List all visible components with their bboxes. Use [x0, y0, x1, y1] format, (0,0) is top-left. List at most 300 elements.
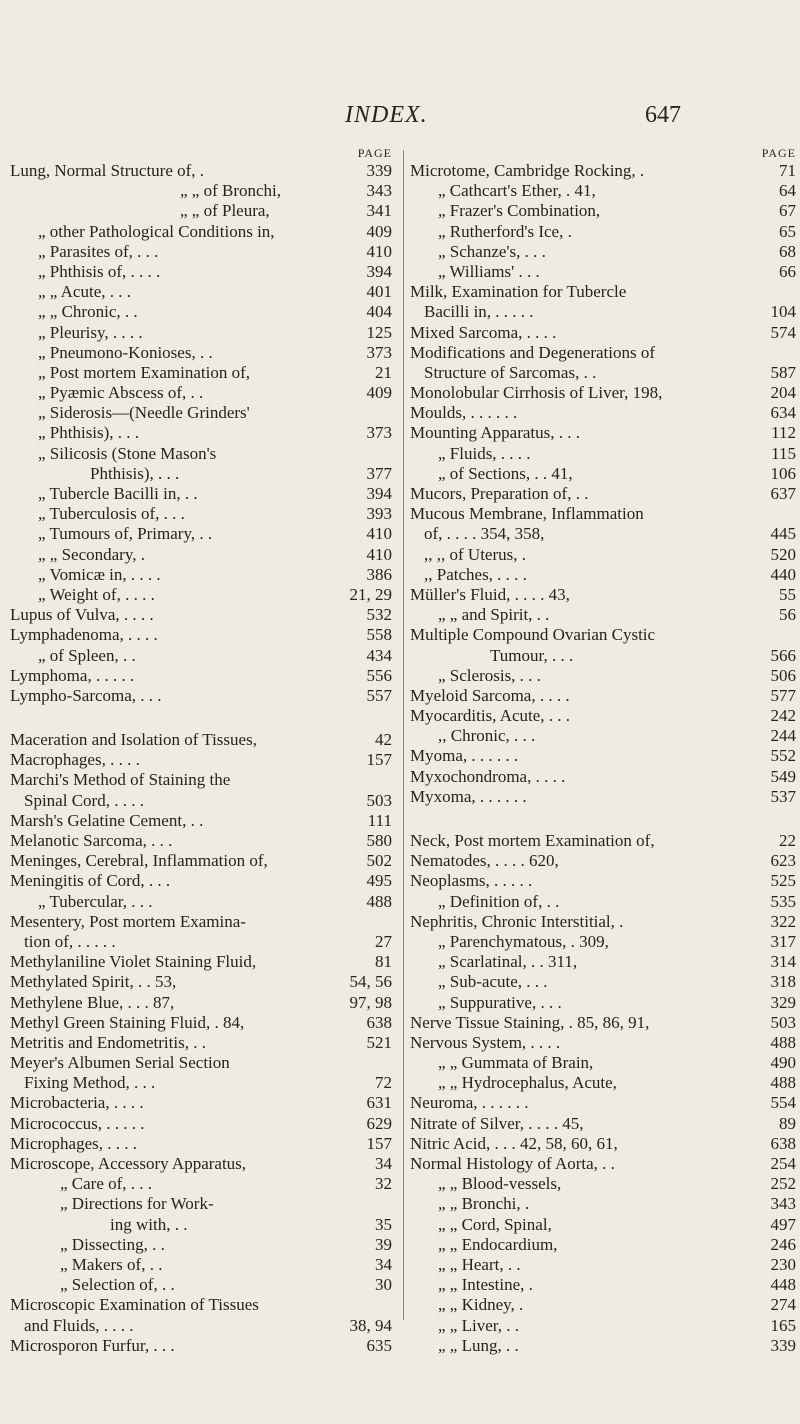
index-entry-page: 503: [770, 1012, 796, 1032]
index-entry-text: Bacilli in, . . . . .: [424, 302, 534, 322]
index-entry: [410, 1194, 798, 1214]
index-entry: [10, 1336, 394, 1356]
index-entry-text: Meningitis of Cord, . . .: [10, 871, 171, 891]
index-entry-text: and Fluids, . . . .: [24, 1315, 134, 1335]
index-entry-page: 495: [366, 871, 392, 891]
index-entry-text: Methylaniline Violet Staining Fluid,: [10, 952, 257, 972]
index-entry: [10, 484, 394, 504]
index-entry-text: Nervous System, . . . .: [410, 1032, 561, 1052]
index-entry-page: 497: [770, 1214, 796, 1234]
index-entry-text: „ „ Cord, Spinal,: [438, 1214, 552, 1234]
index-entry-text: ,, Chronic, . . .: [438, 726, 536, 746]
index-entry-page: 373: [366, 423, 392, 443]
index-entry-text: „ Weight of, . . . .: [38, 584, 155, 604]
index-entry-page: 21, 29: [349, 584, 392, 604]
index-entry-page: 558: [366, 625, 392, 645]
index-entry-text: Meninges, Cerebral, Inflammation of,: [10, 851, 268, 871]
index-entry: [410, 1255, 798, 1275]
index-entry-page: 329: [770, 992, 796, 1012]
index-entry-text: Microscopic Examination of Tissues: [10, 1295, 259, 1315]
index-entry-text: Microsporon Furfur, . . .: [10, 1335, 175, 1355]
index-entry-text: Microtome, Cambridge Rocking, .: [410, 161, 645, 180]
index-entry-page: 343: [770, 1194, 796, 1214]
index-entry: [10, 932, 394, 952]
index-entry-page: 448: [770, 1275, 796, 1295]
index-entry: [10, 262, 394, 282]
index-entry: [10, 605, 394, 625]
index-entry-page: 623: [770, 851, 796, 871]
index-entry: [410, 323, 798, 343]
index-entry-page: 32: [375, 1174, 392, 1194]
index-entry-text: „ Tuberculosis of, . . .: [38, 504, 185, 524]
index-entry-page: 339: [366, 161, 392, 180]
index-entry-text: „ Care of, . . .: [60, 1174, 153, 1194]
index-entry-page: 54, 56: [349, 972, 392, 992]
index-entry-text: „ „ Acute, . . .: [38, 282, 131, 302]
index-entry: [10, 912, 394, 932]
index-entry-text: „ Tubercular, . . .: [38, 891, 153, 911]
index-entry: [10, 383, 394, 403]
index-entry-text: Lung, Normal Structure of, .: [10, 161, 205, 180]
index-entry-text: Neck, Post mortem Examination of,: [410, 831, 655, 850]
index-entry-page: 89: [779, 1113, 796, 1133]
index-entry-text: „ other Pathological Conditions in,: [38, 221, 275, 241]
index-entry-text: Nematodes, . . . . 620,: [410, 851, 559, 871]
index-entry-text: „ Fluids, . . . .: [438, 443, 531, 463]
index-entry: [410, 1073, 798, 1093]
index-entry-page: 97, 98: [349, 992, 392, 1012]
index-entry-text: tion of, . . . . .: [24, 931, 116, 951]
index-entry: [410, 1114, 798, 1134]
index-entry: [410, 1154, 798, 1174]
index-entry: [410, 262, 798, 282]
index-entry: [10, 892, 394, 912]
index-entry: [10, 1295, 394, 1315]
page-column-label: PAGE: [357, 146, 392, 160]
index-entry: [10, 222, 394, 242]
index-entry-text: Spinal Cord, . . . .: [24, 790, 144, 810]
index-entry-text: „ Sub-acute, . . .: [438, 972, 548, 992]
index-entry-text: „ Frazer's Combination,: [438, 201, 601, 221]
index-entry: [410, 444, 798, 464]
index-entry-text: Marchi's Method of Staining the: [10, 770, 231, 790]
index-entry-text: Müller's Fluid, . . . . 43,: [410, 584, 570, 604]
index-entry-page: 314: [770, 952, 796, 972]
index-entry-text: „ Sclerosis, . . .: [438, 665, 541, 685]
index-entry: [10, 666, 394, 686]
index-entry: [10, 730, 394, 750]
index-entry-text: Microbacteria, . . . .: [10, 1093, 144, 1113]
index-entry-text: Melanotic Sarcoma, . . .: [10, 831, 173, 850]
index-entry-page: 552: [770, 746, 796, 766]
index-entry-page: 394: [366, 261, 392, 281]
index-entry: [410, 746, 798, 766]
index-entry: [10, 686, 394, 706]
index-entry: [410, 383, 798, 403]
index-entry-page: 638: [366, 1012, 392, 1032]
index-entry: [410, 1053, 798, 1073]
index-entry: [410, 972, 798, 992]
index-entry-text: ing with, . .: [110, 1214, 188, 1234]
index-entry-page: 520: [770, 544, 796, 564]
index-entry: [10, 343, 394, 363]
index-entry-page: 104: [770, 302, 796, 322]
index-entry-text: „ Rutherford's Ice, .: [438, 221, 572, 241]
index-entry-text: Microscope, Accessory Apparatus,: [10, 1154, 247, 1173]
index-entry: [10, 1255, 394, 1275]
index-entry: [10, 1053, 394, 1073]
index-entry-page: 242: [770, 706, 796, 726]
index-entry-text: „ „ Liver, . .: [438, 1315, 519, 1335]
index-entry: [10, 993, 394, 1013]
index-entry: [410, 282, 798, 302]
index-entry-page: 30: [375, 1275, 392, 1295]
index-entry-text: Lupus of Vulva, . . . .: [10, 605, 154, 625]
index-entry-page: 574: [770, 322, 796, 342]
index-entry-text: „ „ Lung, . .: [438, 1335, 519, 1355]
index-entry-text: „ Tumours of, Primary, . .: [38, 524, 213, 544]
index-entry-text: Moulds, . . . . . .: [410, 403, 518, 423]
index-entry-text: Mucous Membrane, Inflammation: [410, 504, 644, 524]
index-entry: [410, 363, 798, 383]
index-entry-text: Meyer's Albumen Serial Section: [10, 1053, 230, 1073]
index-entry: [10, 625, 394, 645]
index-entry: [410, 706, 798, 726]
index-entry: [410, 1336, 798, 1356]
index-entry-text: „ Silicosis (Stone Mason's: [38, 443, 217, 463]
index-entry-text: „ Scarlatinal, . . 311,: [438, 952, 578, 972]
index-entry-text: Tumour, . . .: [490, 645, 574, 665]
index-entry-text: Neuroma, . . . . . .: [410, 1093, 529, 1113]
index-entry: [10, 302, 394, 322]
index-entry-page: 445: [770, 524, 796, 544]
index-entry-page: 631: [366, 1093, 392, 1113]
index-entry-page: 339: [770, 1335, 796, 1355]
index-entry-page: 503: [366, 790, 392, 810]
index-entry: [10, 1114, 394, 1134]
index-entry-text: Lymphoma, . . . . .: [10, 665, 135, 685]
index-entry-text: ,, Patches, . . . .: [424, 564, 527, 584]
index-entry: [410, 1093, 798, 1113]
index-entry-page: 115: [771, 443, 796, 463]
index-entry-page: 230: [770, 1254, 796, 1274]
index-entry-page: 318: [770, 972, 796, 992]
index-entry-page: 244: [770, 726, 796, 746]
index-entry: [10, 585, 394, 605]
index-entry-page: 125: [366, 322, 392, 342]
section-gap: [10, 706, 394, 730]
index-entry: [410, 851, 798, 871]
index-entry: [10, 791, 394, 811]
index-entry-page: 38, 94: [349, 1315, 392, 1335]
index-entry-text: Myxoma, . . . . . .: [410, 786, 527, 806]
index-entry-text: Myeloid Sarcoma, . . . .: [410, 685, 570, 705]
index-entry-text: Mixed Sarcoma, . . . .: [410, 322, 557, 342]
index-entry-text: „ „ Endocardium,: [438, 1234, 558, 1254]
index-entry: [410, 1215, 798, 1235]
index-entry: [410, 484, 798, 504]
index-entry-page: 274: [770, 1295, 796, 1315]
index-entry-text: „ of Sections, . . 41,: [438, 463, 573, 483]
index-entry-text: „ „ of Bronchi,: [180, 181, 282, 201]
index-entry-text: „ Pleurisy, . . . .: [38, 322, 143, 342]
index-entry-text: „ Suppurative, . . .: [438, 992, 562, 1012]
index-entry: [10, 323, 394, 343]
index-entry: [410, 423, 798, 443]
index-entry-text: Multiple Compound Ovarian Cystic: [410, 625, 656, 645]
index-entry-page: 393: [366, 504, 392, 524]
index-entry-text: Modifications and Degenerations of: [410, 342, 656, 362]
index-entry-page: 434: [366, 645, 392, 665]
index-entry-text: Methyl Green Staining Fluid, . 84,: [10, 1012, 245, 1032]
index-column-left: [10, 145, 394, 1356]
index-entry: [10, 1073, 394, 1093]
index-entry-text: Mucors, Preparation of, . .: [410, 484, 589, 503]
index-entry: [410, 871, 798, 891]
index-entry: [410, 222, 798, 242]
page-column-label: PAGE: [761, 146, 796, 160]
index-entry: [10, 851, 394, 871]
index-entry-page: 111: [367, 810, 392, 830]
index-entry-page: 322: [770, 911, 796, 931]
index-entry: [10, 444, 394, 464]
index-entry: [410, 201, 798, 221]
index-entry-text: „ of Spleen, . .: [38, 645, 136, 665]
index-entry: [410, 952, 798, 972]
index-entry-text: „ Siderosis—(Needle Grinders': [38, 403, 250, 423]
index-entry-text: „ Cathcart's Ether, . 41,: [438, 181, 596, 201]
index-entry-page: 66: [779, 261, 796, 281]
index-entry: [410, 504, 798, 524]
index-entry-page: 577: [770, 685, 796, 705]
index-entry-page: 34: [375, 1254, 392, 1274]
index-entry-page: 35: [375, 1214, 392, 1234]
index-entry-text: Methylene Blue, . . . 87,: [10, 992, 175, 1012]
running-title: INDEX.: [345, 102, 428, 128]
index-entry: [410, 1316, 798, 1336]
index-entry-text: Myoma, . . . . . .: [410, 746, 519, 766]
index-entry-text: Microphages, . . . .: [10, 1133, 138, 1153]
index-entry-page: 157: [366, 1133, 392, 1153]
index-entry-page: 67: [779, 201, 796, 221]
index-entry-text: „ Selection of, . .: [60, 1275, 175, 1295]
index-entry-text: Structure of Sarcomas, . .: [424, 362, 597, 382]
index-entry: [410, 1013, 798, 1033]
index-entry: [410, 464, 798, 484]
index-entry-page: 537: [770, 786, 796, 806]
page-number: 647: [645, 102, 681, 128]
index-entry-text: Nephritis, Chronic Interstitial, .: [410, 911, 624, 931]
index-entry: [410, 912, 798, 932]
index-entry-text: „ Makers of, . .: [60, 1254, 163, 1274]
index-entry-page: 637: [770, 484, 796, 503]
index-entry-page: 341: [366, 201, 392, 221]
index-entry: [10, 1093, 394, 1113]
index-entry-text: Nitric Acid, . . . 42, 58, 60, 61,: [410, 1133, 618, 1153]
index-column-right: [410, 145, 798, 1356]
index-entry-text: „ „ Secondary, .: [38, 544, 145, 564]
index-entry-text: „ „ Bronchi, .: [438, 1194, 530, 1214]
index-entry-text: „ „ Kidney, .: [438, 1295, 524, 1315]
index-entry-page: 556: [366, 665, 392, 685]
index-entry-text: Macrophages, . . . .: [10, 750, 140, 770]
index-entry-text: „ Williams' . . .: [438, 261, 540, 281]
index-entry-page: 404: [366, 302, 392, 322]
index-entry-text: Mounting Apparatus, . . .: [410, 423, 580, 443]
index-entry-page: 580: [366, 831, 392, 850]
index-entry: [10, 770, 394, 790]
index-entry-page: 488: [366, 891, 392, 911]
index-entry: [10, 646, 394, 666]
index-entry-page: 252: [770, 1174, 796, 1194]
index-entry-page: 34: [375, 1154, 392, 1173]
index-entry-page: 317: [770, 931, 796, 951]
index-entry: [410, 726, 798, 746]
index-entry-text: „ „ Chronic, . .: [38, 302, 138, 322]
index-entry: [10, 423, 394, 443]
index-entry-text: „ „ of Pleura,: [180, 201, 270, 221]
index-entry: [10, 282, 394, 302]
index-entry-page: 549: [770, 766, 796, 786]
index-entry-page: 401: [366, 282, 392, 302]
index-entry-text: „ „ Hydrocephalus, Acute,: [438, 1073, 617, 1093]
index-entry: [410, 831, 798, 851]
index-entry-page: 566: [770, 645, 796, 665]
index-entry-page: 112: [771, 423, 796, 443]
index-entry-page: 21: [375, 362, 392, 382]
index-entry-page: 68: [779, 241, 796, 261]
index-entry-text: „ Phthisis of, . . . .: [38, 261, 161, 281]
index-entry-page: 410: [366, 241, 392, 261]
index-entry-text: „ Schanze's, . . .: [438, 241, 546, 261]
index-entry-text: Mesentery, Post mortem Examina-: [10, 911, 246, 931]
index-entry: [410, 242, 798, 262]
index-entry-page: 587: [770, 362, 796, 382]
index-entry: [410, 993, 798, 1013]
index-entry: [10, 464, 394, 484]
index-entry-text: Micrococcus, . . . . .: [10, 1113, 145, 1133]
index-entry-text: Marsh's Gelatine Cement, . .: [10, 810, 204, 830]
index-entry-text: Myocarditis, Acute, . . .: [410, 706, 571, 726]
index-entry: [10, 750, 394, 770]
index-entry-text: Nerve Tissue Staining, . 85, 86, 91,: [410, 1012, 650, 1032]
index-entry-page: 525: [770, 871, 796, 891]
index-entry-text: „ Pyæmic Abscess of, . .: [38, 383, 204, 403]
index-entry: [410, 666, 798, 686]
index-entry: [410, 181, 798, 201]
index-entry-page: 490: [770, 1053, 796, 1073]
index-entry-text: Metritis and Endometritis, . .: [10, 1032, 206, 1052]
index-entry-page: 22: [779, 831, 796, 850]
index-entry: [10, 363, 394, 383]
index-entry-page: 638: [770, 1133, 796, 1153]
index-entry-page: 72: [375, 1073, 392, 1093]
index-entry-page: 634: [770, 403, 796, 423]
index-entry-page: 386: [366, 564, 392, 584]
index-entry-text: „ Parasites of, . . .: [38, 241, 159, 261]
index-entry: [410, 1235, 798, 1255]
index-entry-text: „ Post mortem Examination of,: [38, 362, 250, 382]
index-entry-text: of, . . . . 354, 358,: [424, 524, 545, 544]
index-entry: [410, 302, 798, 322]
index-entry-page: 506: [770, 665, 796, 685]
index-entry: [410, 1174, 798, 1194]
index-entry: [410, 686, 798, 706]
index-entry-text: Myxochondroma, . . . .: [410, 766, 566, 786]
index-entry-text: „ „ Blood-vessels,: [438, 1174, 562, 1194]
index-entry-page: 373: [366, 342, 392, 362]
column-divider: [403, 150, 404, 1320]
index-entry-page: 81: [375, 952, 392, 972]
index-entry-text: „ Pneumono-Konioses, . .: [38, 342, 213, 362]
index-entry: [410, 161, 798, 181]
index-entry-page: 535: [770, 891, 796, 911]
index-entry: [10, 181, 394, 201]
index-entry: [10, 565, 394, 585]
index-entry-text: Maceration and Isolation of Tissues,: [10, 730, 257, 750]
index-entry-page: 254: [770, 1154, 796, 1173]
index-entry-text: Methylated Spirit, . . 53,: [10, 972, 177, 992]
index-entry-page: 409: [366, 383, 392, 403]
index-entry-text: Nitrate of Silver, . . . . 45,: [410, 1113, 584, 1133]
index-entry: [10, 1134, 394, 1154]
index-entry-text: Monolobular Cirrhosis of Liver, 198,: [410, 383, 663, 403]
index-entry-page: 394: [366, 484, 392, 503]
index-entry-text: Milk, Examination for Tubercle: [410, 282, 627, 302]
index-entry-page: 410: [366, 524, 392, 544]
index-entry-text: „ Tubercle Bacilli in, . .: [38, 484, 198, 503]
index-entry-page: 629: [366, 1113, 392, 1133]
index-entry-text: „ Definition of, . .: [438, 891, 560, 911]
index-entry: [10, 1235, 394, 1255]
index-entry: [10, 545, 394, 565]
section-gap: [410, 807, 798, 831]
index-entry: [10, 504, 394, 524]
index-entry-page: 635: [366, 1335, 392, 1355]
index-entry-text: „ Parenchymatous, . 309,: [438, 931, 609, 951]
index-entry: [410, 565, 798, 585]
index-entry-page: 64: [779, 181, 796, 201]
index-entry-page: 27: [375, 931, 392, 951]
index-entry-page: 410: [366, 544, 392, 564]
index-entry-page: 521: [366, 1032, 392, 1052]
index-entry: [10, 871, 394, 891]
index-entry-text: „ „ Intestine, .: [438, 1275, 533, 1295]
index-entry-page: 204: [770, 383, 796, 403]
index-entry-page: 532: [366, 605, 392, 625]
index-entry-page: 56: [779, 605, 796, 625]
index-entry-text: „ Vomicæ in, . . . .: [38, 564, 161, 584]
index-entry-text: Normal Histology of Aorta, . .: [410, 1154, 615, 1173]
index-entry: [410, 1134, 798, 1154]
index-entry: [10, 161, 394, 181]
page-header: [0, 100, 800, 140]
index-entry-text: „ Directions for Work-: [60, 1194, 214, 1214]
index-entry-text: „ Phthisis), . . .: [38, 423, 140, 443]
index-entry-text: ,, ,, of Uterus, .: [424, 544, 526, 564]
index-entry-text: Lymphadenoma, . . . .: [10, 625, 158, 645]
index-entry: [410, 625, 798, 645]
index-entry: [410, 524, 798, 544]
index-entry-page: 502: [366, 851, 392, 871]
index-entry: [10, 1174, 394, 1194]
index-entry-text: Fixing Method, . . .: [24, 1073, 156, 1093]
index-entry: [10, 1215, 394, 1235]
index-entry-page: 557: [366, 685, 392, 705]
index-entry: [410, 605, 798, 625]
index-entry-page: 42: [375, 730, 392, 750]
index-entry: [410, 767, 798, 787]
